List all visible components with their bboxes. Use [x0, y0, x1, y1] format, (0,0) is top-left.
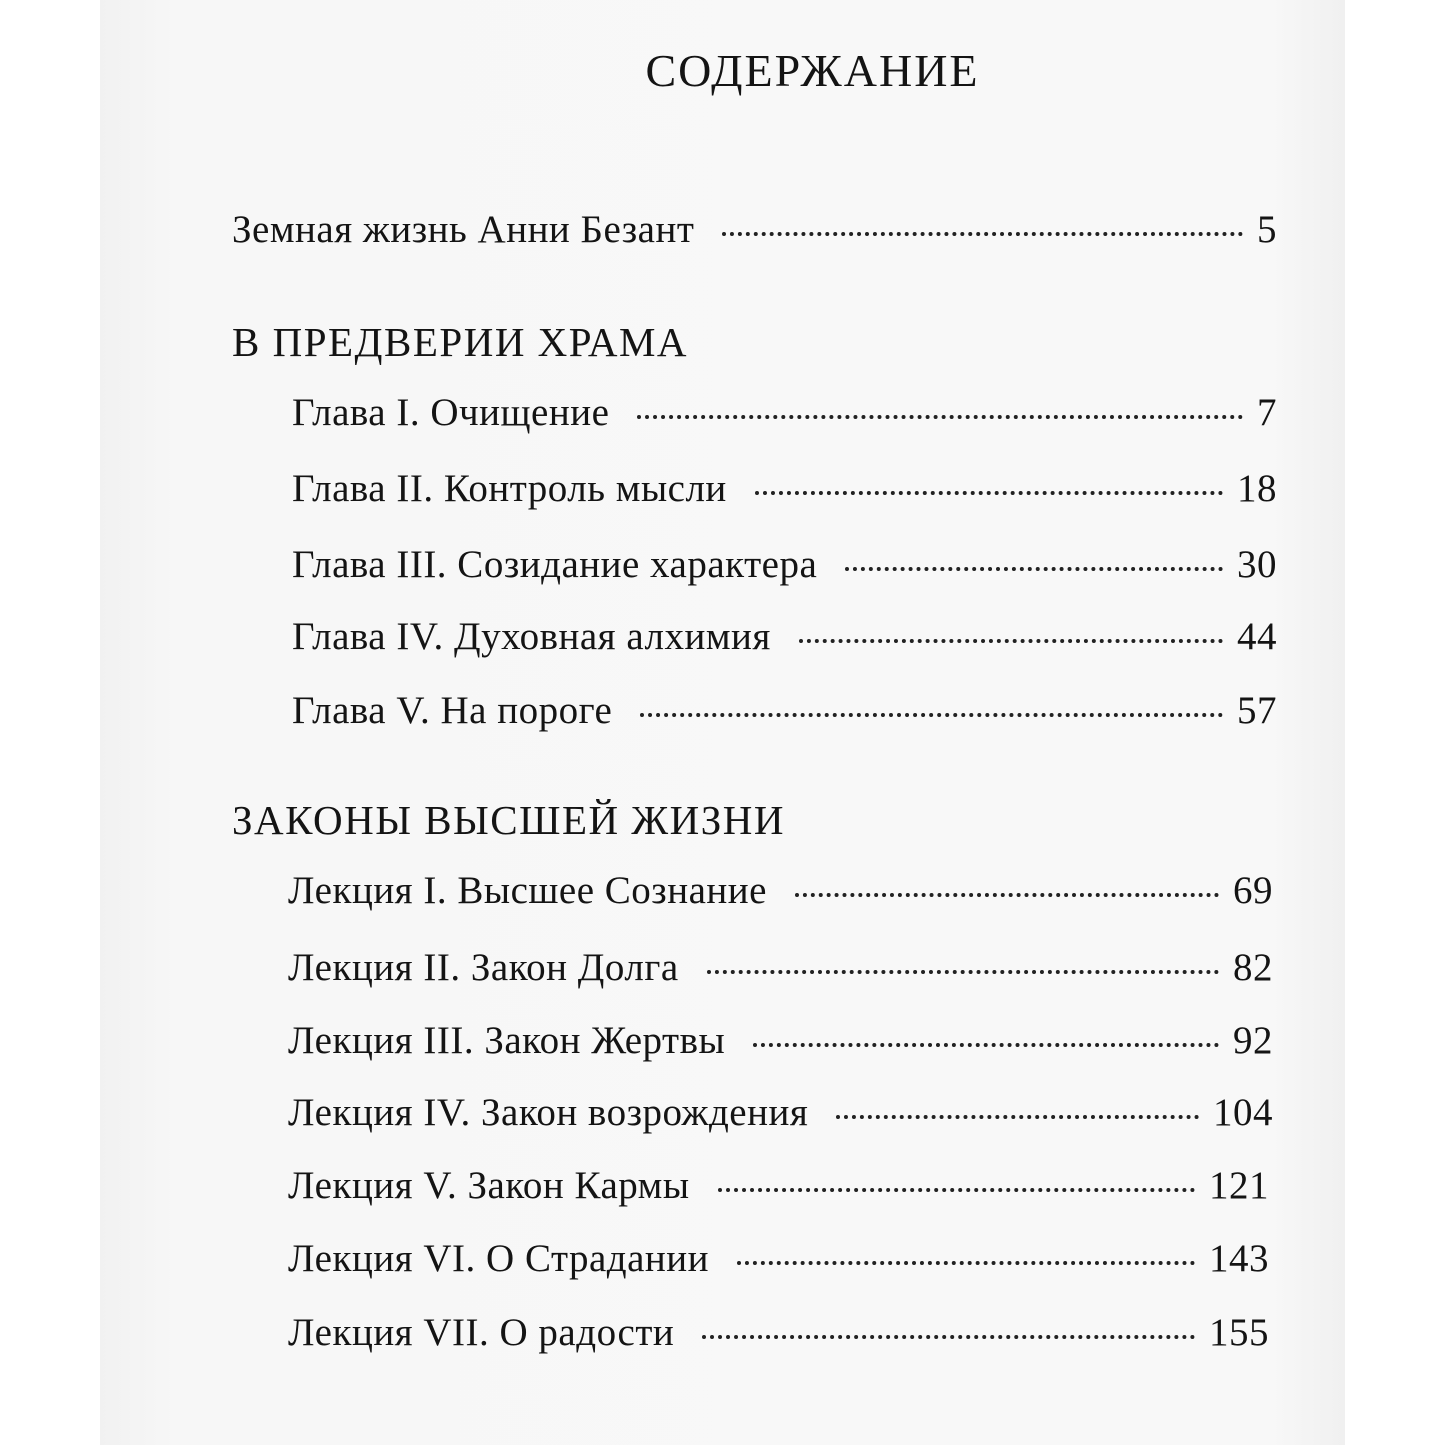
toc-entry-page: 143 — [1209, 1237, 1269, 1280]
toc-entry-label: Глава V. На пороге — [292, 689, 613, 732]
toc-entry — [292, 466, 1277, 511]
toc-entry-page: 92 — [1233, 1019, 1273, 1062]
toc-entry-page: 155 — [1209, 1311, 1269, 1354]
toc-entry-label: Лекция VII. О радости — [288, 1311, 675, 1354]
toc-entry-label: Земная жизнь Анни Безант — [232, 208, 695, 251]
toc-entry-page: 57 — [1237, 689, 1277, 732]
toc-entry — [288, 1090, 1273, 1135]
dot-leader — [722, 232, 1243, 236]
toc-entry — [288, 945, 1273, 990]
section-heading-1: В ПРЕДВЕРИИ ХРАМА — [232, 319, 689, 365]
toc-entry-label: Лекция II. Закон Долга — [288, 946, 679, 989]
toc-entry-label: Лекция III. Закон Жертвы — [288, 1019, 726, 1062]
toc-entry-label: Лекция V. Закон Кармы — [288, 1164, 690, 1207]
toc-entry-label: Глава II. Контроль мысли — [292, 467, 727, 510]
toc-entry-label: Глава III. Созидание характера — [292, 543, 818, 586]
dot-leader — [737, 1261, 1195, 1265]
toc-entry-page: 5 — [1257, 208, 1277, 251]
dot-leader — [718, 1188, 1195, 1192]
toc-entry — [292, 542, 1277, 587]
toc-entry-page: 104 — [1213, 1091, 1273, 1134]
toc-entry-label: Глава I. Очищение — [292, 391, 610, 434]
toc-entry-page: 121 — [1209, 1164, 1269, 1207]
toc-entry-page: 30 — [1237, 543, 1277, 586]
toc-entry-label: Лекция I. Высшее Сознание — [288, 869, 767, 912]
dot-leader — [845, 567, 1223, 571]
toc-entry-page: 18 — [1237, 467, 1277, 510]
dot-leader — [640, 713, 1223, 717]
toc-entry — [288, 1310, 1269, 1355]
dot-leader — [637, 415, 1243, 419]
toc-entry-label: Лекция IV. Закон возрождения — [288, 1091, 809, 1134]
dot-leader — [795, 893, 1219, 897]
toc-entry — [288, 1236, 1269, 1281]
toc-entry-label: Лекция VI. О Страдании — [288, 1237, 710, 1280]
toc-entry — [292, 688, 1277, 733]
toc-entry-page: 44 — [1237, 615, 1277, 658]
toc-entry-page: 69 — [1233, 869, 1273, 912]
dot-leader — [755, 491, 1223, 495]
toc-entry — [292, 614, 1277, 659]
dot-leader — [702, 1335, 1195, 1339]
toc-entry — [288, 1018, 1273, 1063]
toc-entry — [292, 390, 1277, 435]
toc-entry-page: 82 — [1233, 946, 1273, 989]
toc-entry-intro — [232, 207, 1277, 252]
toc-entry-label: Глава IV. Духовная алхимия — [292, 615, 771, 658]
section-heading-2: ЗАКОНЫ ВЫСШЕЙ ЖИЗНИ — [232, 797, 786, 843]
page-title: СОДЕРЖАНИЕ — [645, 45, 980, 96]
dot-leader — [836, 1115, 1199, 1119]
toc-entry — [288, 1163, 1269, 1208]
toc-entry-page: 7 — [1257, 391, 1277, 434]
dot-leader — [799, 639, 1223, 643]
dot-leader — [707, 970, 1219, 974]
dot-leader — [753, 1043, 1219, 1047]
toc-entry — [288, 868, 1273, 913]
